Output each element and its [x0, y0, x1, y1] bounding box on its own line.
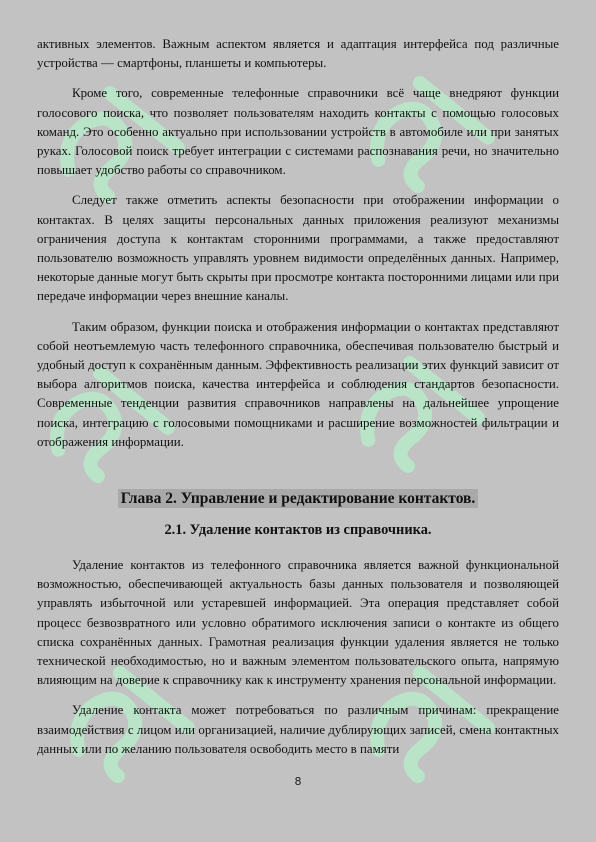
- chapter-title: Глава 2. Управление и редактирование контактов.: [118, 489, 479, 508]
- paragraph-voice-search: Кроме того, современные телефонные справочники всё чаще внедряют функции голосового поиска, что позволяет пользователям находить контакты с помощью голосовых команд. Это особенно актуально при использовании устройств в автомобиле или при занятых руках. Голосовой поиск требует интеграции с системами распознавания речи, но значительно повышает удобство работы со справочником.: [37, 86, 559, 178]
- section-heading: 2.1. Удаление контактов из справочника.: [164, 522, 432, 539]
- document-body: [37, 35, 559, 770]
- paragraph-continued: активных элементов. Важным аспектом является и адаптация интерфейса под различные устройства — смартфоны, планшеты и компьютеры.: [37, 37, 559, 71]
- paragraph-deletion-intro: Удаление контактов из телефонного справочника является важной функциональной возможностью, обеспечивающей актуальность базы данных пользователя и позволяющей управлять избыточной или устаревшей информацией. Эта операция представляет собой процесс безвозвратного или условно обратимого исключения записи о контакте из общего списка сохранённых данных. Грамотная реализация функции удаления является не только технической необходимостью, но и важным элементом пользовательского опыта, напрямую влияющим на доверие к справочнику как к инструменту хранения персональной информации.: [37, 558, 559, 688]
- page-number: 8: [294, 775, 302, 788]
- paragraph-summary: Таким образом, функции поиска и отображения информации о контактах представляют собой неотъемлемую часть телефонного справочника, обеспечивая пользователю быстрый и удобный доступ к сохранённым данным. Эффективность реализации этих функций зависит от выбора алгоритмов поиска, качества интерфейса и соблюдения стандартов безопасности. Современные тенденции развития справочников направлены на дальнейшее упрощение поиска, интеграцию с голосовыми помощниками и расширение возможностей фильтрации и отображения информации.: [37, 319, 559, 449]
- paragraph-security: Следует также отметить аспекты безопасности при отображении информации о контактах. В целях защиты персональных данных приложения реализуют механизмы ограничения доступа к контактам сторонними программами, а также предоставляют пользователю возможность управлять уровнем видимости определённых данных. Например, некоторые данные могут быть скрыты при просмотре контакта посторонними лицами или при передаче информации через внешние каналы.: [37, 193, 559, 304]
- paragraph-deletion-reasons: Удаление контакта может потребоваться по различным причинам: прекращение взаимодействия с лицом или организацией, наличие дублирующих записей, смена контактных данных или по желанию пользователя освободить место в памяти: [37, 703, 559, 756]
- chapter-heading: [37, 486, 559, 512]
